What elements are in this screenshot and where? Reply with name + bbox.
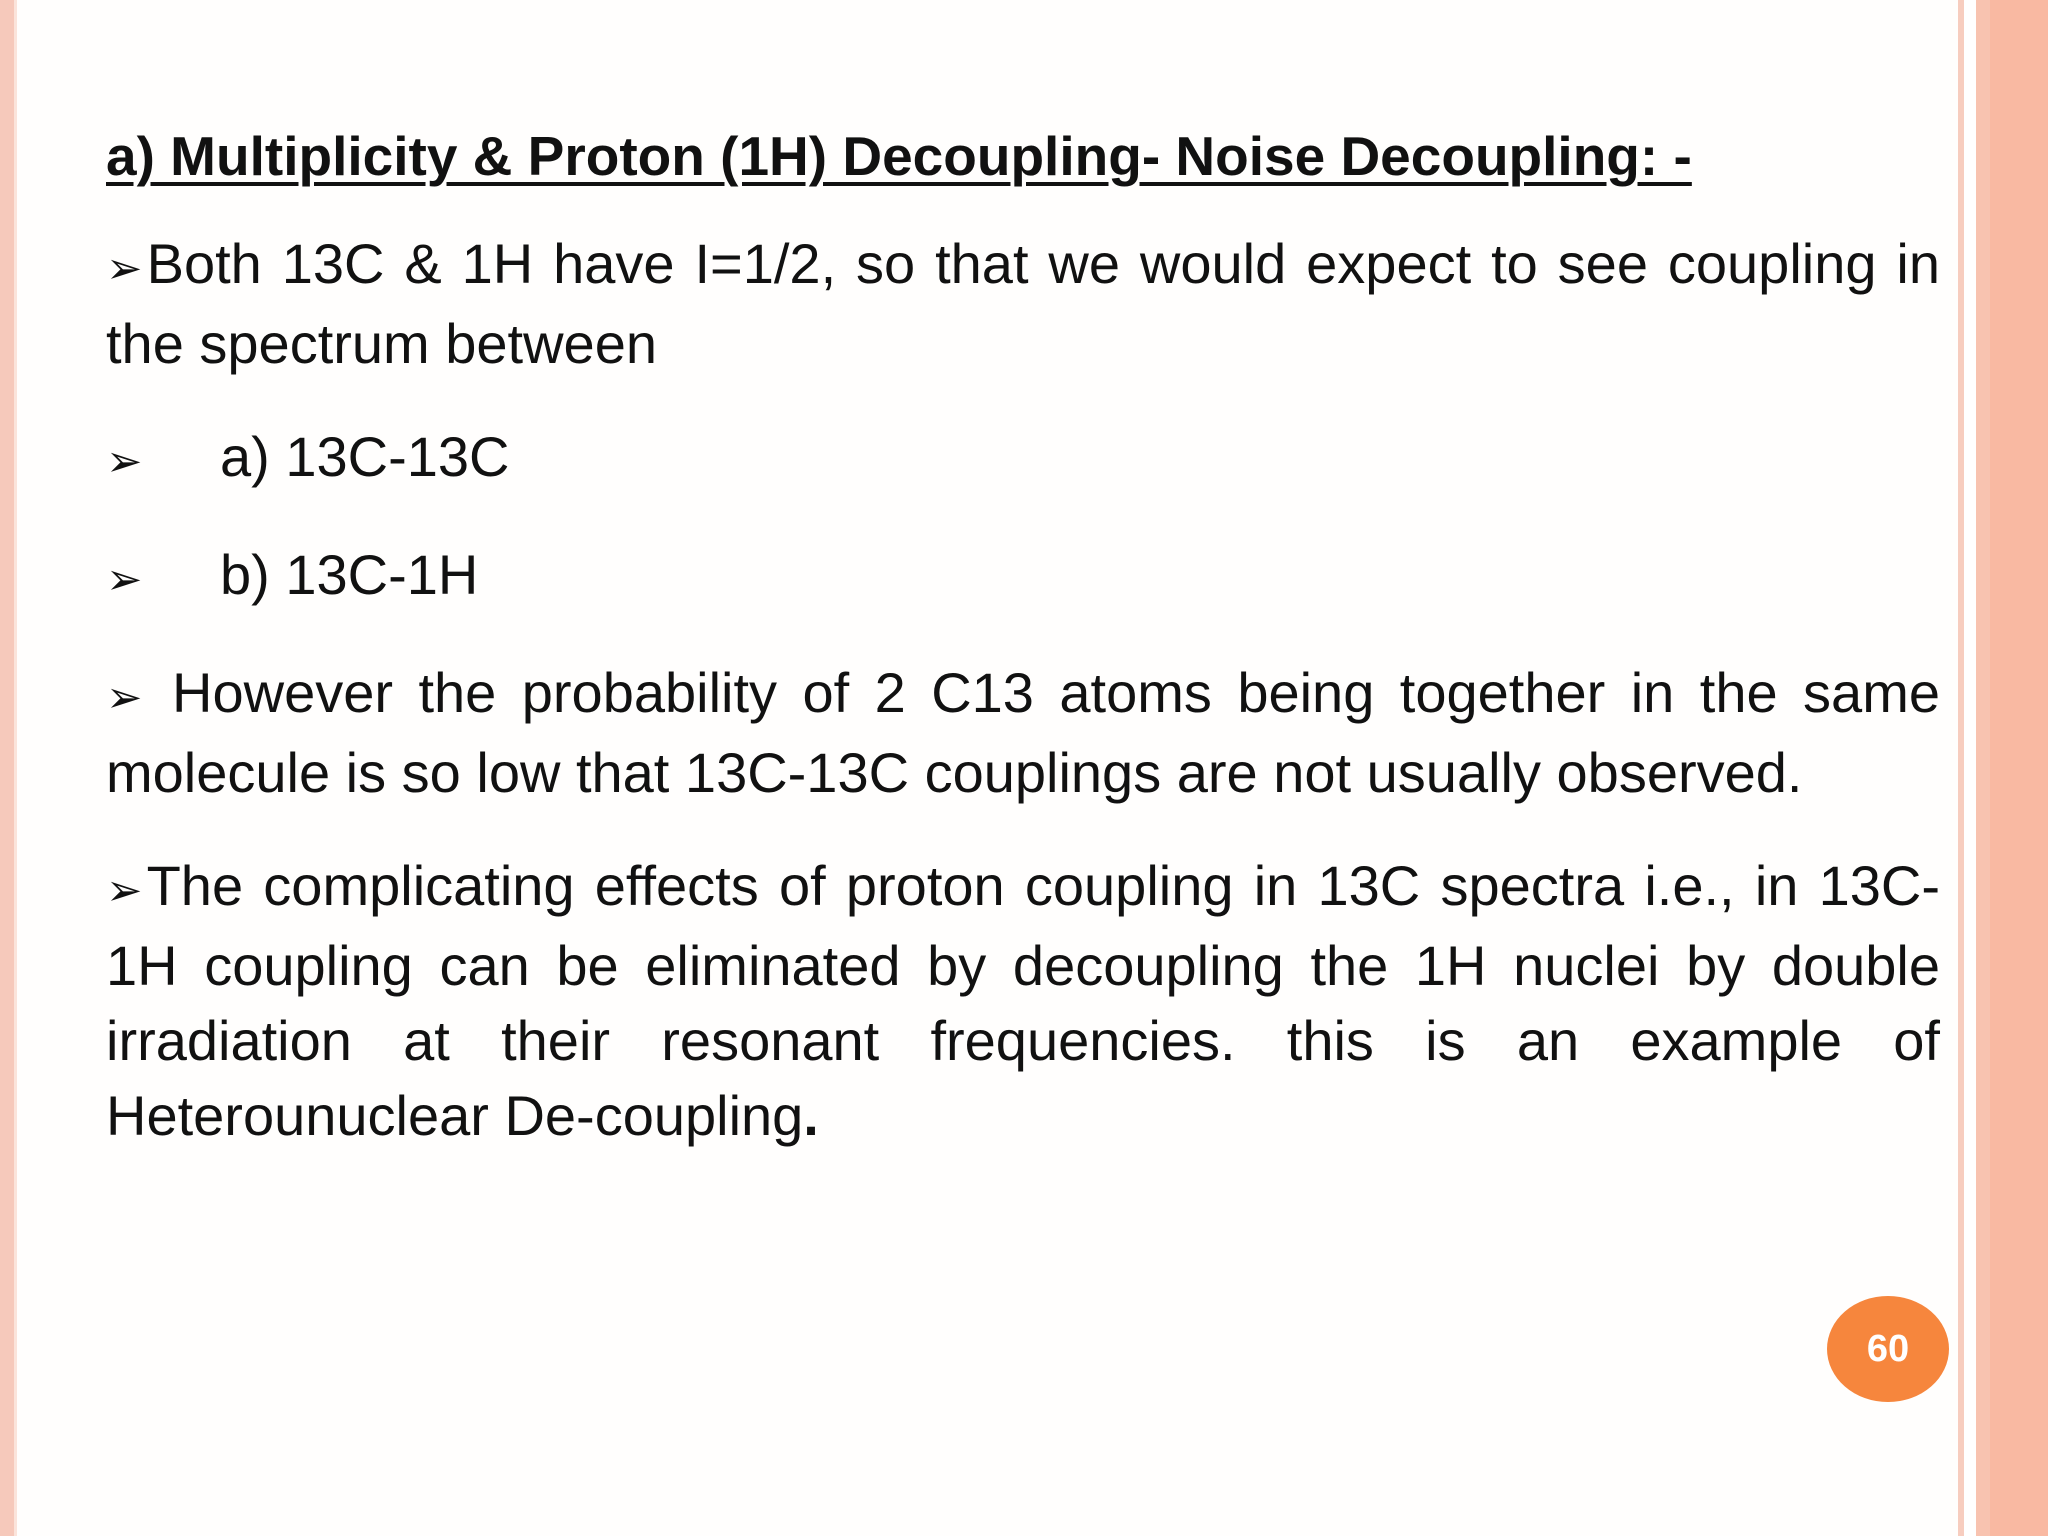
frame-right-border-stripe <box>1976 0 1990 1536</box>
page-number-badge: 60 <box>1827 1296 1949 1402</box>
paragraph-3-end: . <box>803 1084 819 1147</box>
bullet-item-b <box>106 537 1940 617</box>
arrow-bullet-icon: ➢ <box>106 866 143 915</box>
bullet-paragraph-3 <box>106 848 1940 1153</box>
frame-right-border-band <box>1990 0 2048 1536</box>
bullet-paragraph-1 <box>106 226 1940 381</box>
frame-left-border <box>0 0 14 1536</box>
arrow-bullet-icon: ➢ <box>106 437 143 486</box>
paragraph-3-text: The complicating effects of proton coupling in 13C spectra i.e., in 13C-1H coupling can be eliminated by decoupling the 1H nuclei by double irradiation at their resonant frequencies. this is an example of Heterounuclear De-coupling <box>106 854 1940 1147</box>
paragraph-2-text: However the probability of 2 C13 atoms being together in the same molecule is so low that 13C-13C couplings are not usually observed. <box>106 661 1940 804</box>
paragraph-1-text: Both 13C & 1H have I=1/2, so that we would expect to see coupling in the spectrum between <box>106 232 1940 375</box>
item-b-text: b) 13C-1H <box>220 543 479 606</box>
bullet-paragraph-2 <box>106 655 1940 810</box>
bullet-item-a <box>106 419 1940 499</box>
arrow-bullet-icon: ➢ <box>106 244 143 293</box>
arrow-bullet-icon: ➢ <box>106 555 143 604</box>
slide-heading: a) Multiplicity & Proton (1H) Decoupling- Noise Decoupling: - <box>106 125 1692 187</box>
frame-right-border-gap <box>1964 0 1976 1536</box>
arrow-bullet-icon: ➢ <box>106 673 143 722</box>
frame-left-border-inner <box>14 0 17 1536</box>
item-a-text: a) 13C-13C <box>220 425 510 488</box>
slide-content <box>106 118 1940 1191</box>
